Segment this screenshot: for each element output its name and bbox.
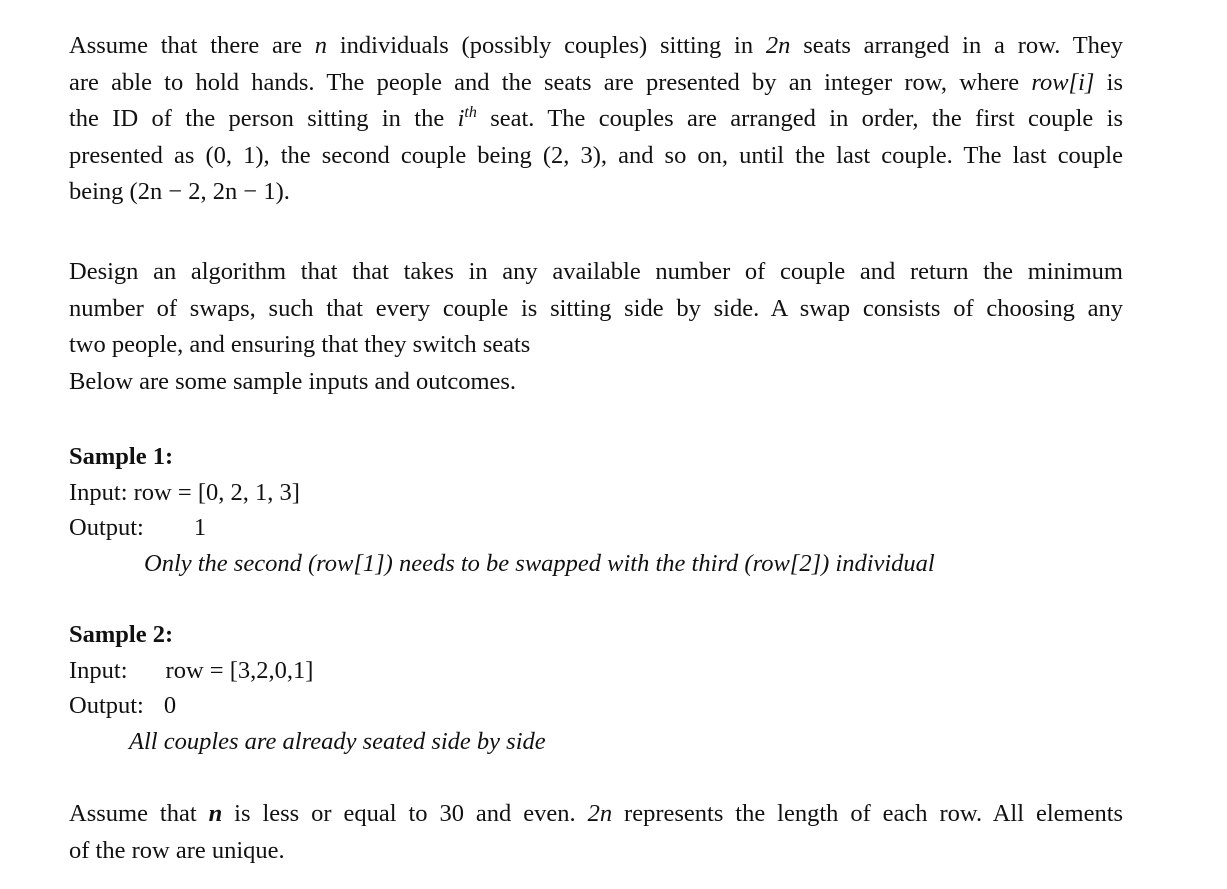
math-2n: 2n [587,800,613,827]
constraints-line-1 [69,796,1123,833]
sample-1-input: Input: row = [0, 2, 1, 3] [69,479,300,506]
sample-1-output [69,510,206,546]
intro-text: individuals (possibly couples) sitting in [339,32,754,59]
design-paragraph [69,254,1123,400]
sample-1-title: Sample 1: [69,443,174,470]
intro-text: the ID of the person sitting in the [69,105,445,132]
sample-2-output [69,688,176,724]
intro-text: are able to hold hands. The people and the seats are presented by an integer row, where [69,68,1020,96]
intro-text: Assume that there are [69,32,302,59]
intro-paragraph [69,28,1123,211]
sample-2-input-label: Input: [69,657,128,684]
math-th-superscript: th [464,104,477,121]
intro-text: seats arranged in a row. They [803,32,1124,59]
design-line-3: two people, and ensuring that they switch seats [69,331,531,358]
intro-line-5: being (2n − 2, 2n − 1). [69,178,290,205]
constraints-line-2: of the row are unique. [69,836,285,864]
sample-2-note: All couples are already seated side by side [129,728,546,755]
sample-2-input-value: row = [3,2,0,1] [165,657,314,684]
sample-2-output-label: Output: [69,692,144,719]
design-line-4: Below are some sample inputs and outcomes. [69,367,517,395]
math-n-bold: n [208,800,223,827]
sample-1-output-label: Output: [69,514,144,541]
math-row-i: row[i] [1031,68,1095,96]
intro-text: seat. The couples are arranged in order, the first couple is [490,105,1123,132]
intro-line-3 [69,101,1123,138]
design-line-2: number of swaps, such that every couple is sitting side by side. A swap consists of choosing any [69,294,1123,322]
constraints-text: represents the length of each row. All elements [624,800,1124,827]
constraints-text: is less or equal to 30 and even. [234,800,576,827]
constraints-paragraph [69,796,1123,869]
sample-2-input [69,653,313,689]
math-i-th [458,105,477,132]
intro-line-1 [69,28,1123,65]
math-n: n [314,32,328,59]
sample-1-output-value: 1 [193,514,207,541]
constraints-text: Assume that [69,800,197,827]
math-2n: 2n [765,32,791,59]
intro-line-4: presented as (0, 1), the second couple being (2, 3), and so on, until the last couple. The last couple [69,141,1123,169]
sample-2-output-value: 0 [163,692,177,719]
sample-2-title: Sample 2: [69,621,174,648]
design-line-1: Design an algorithm that that takes in any available number of couple and return the minimum [69,258,1123,285]
intro-line-2 [69,65,1123,102]
math-i: i [457,105,465,132]
intro-text: is [1106,68,1124,96]
sample-1-note: Only the second (row[1]) needs to be swapped with the third (row[2]) individual [144,550,935,577]
